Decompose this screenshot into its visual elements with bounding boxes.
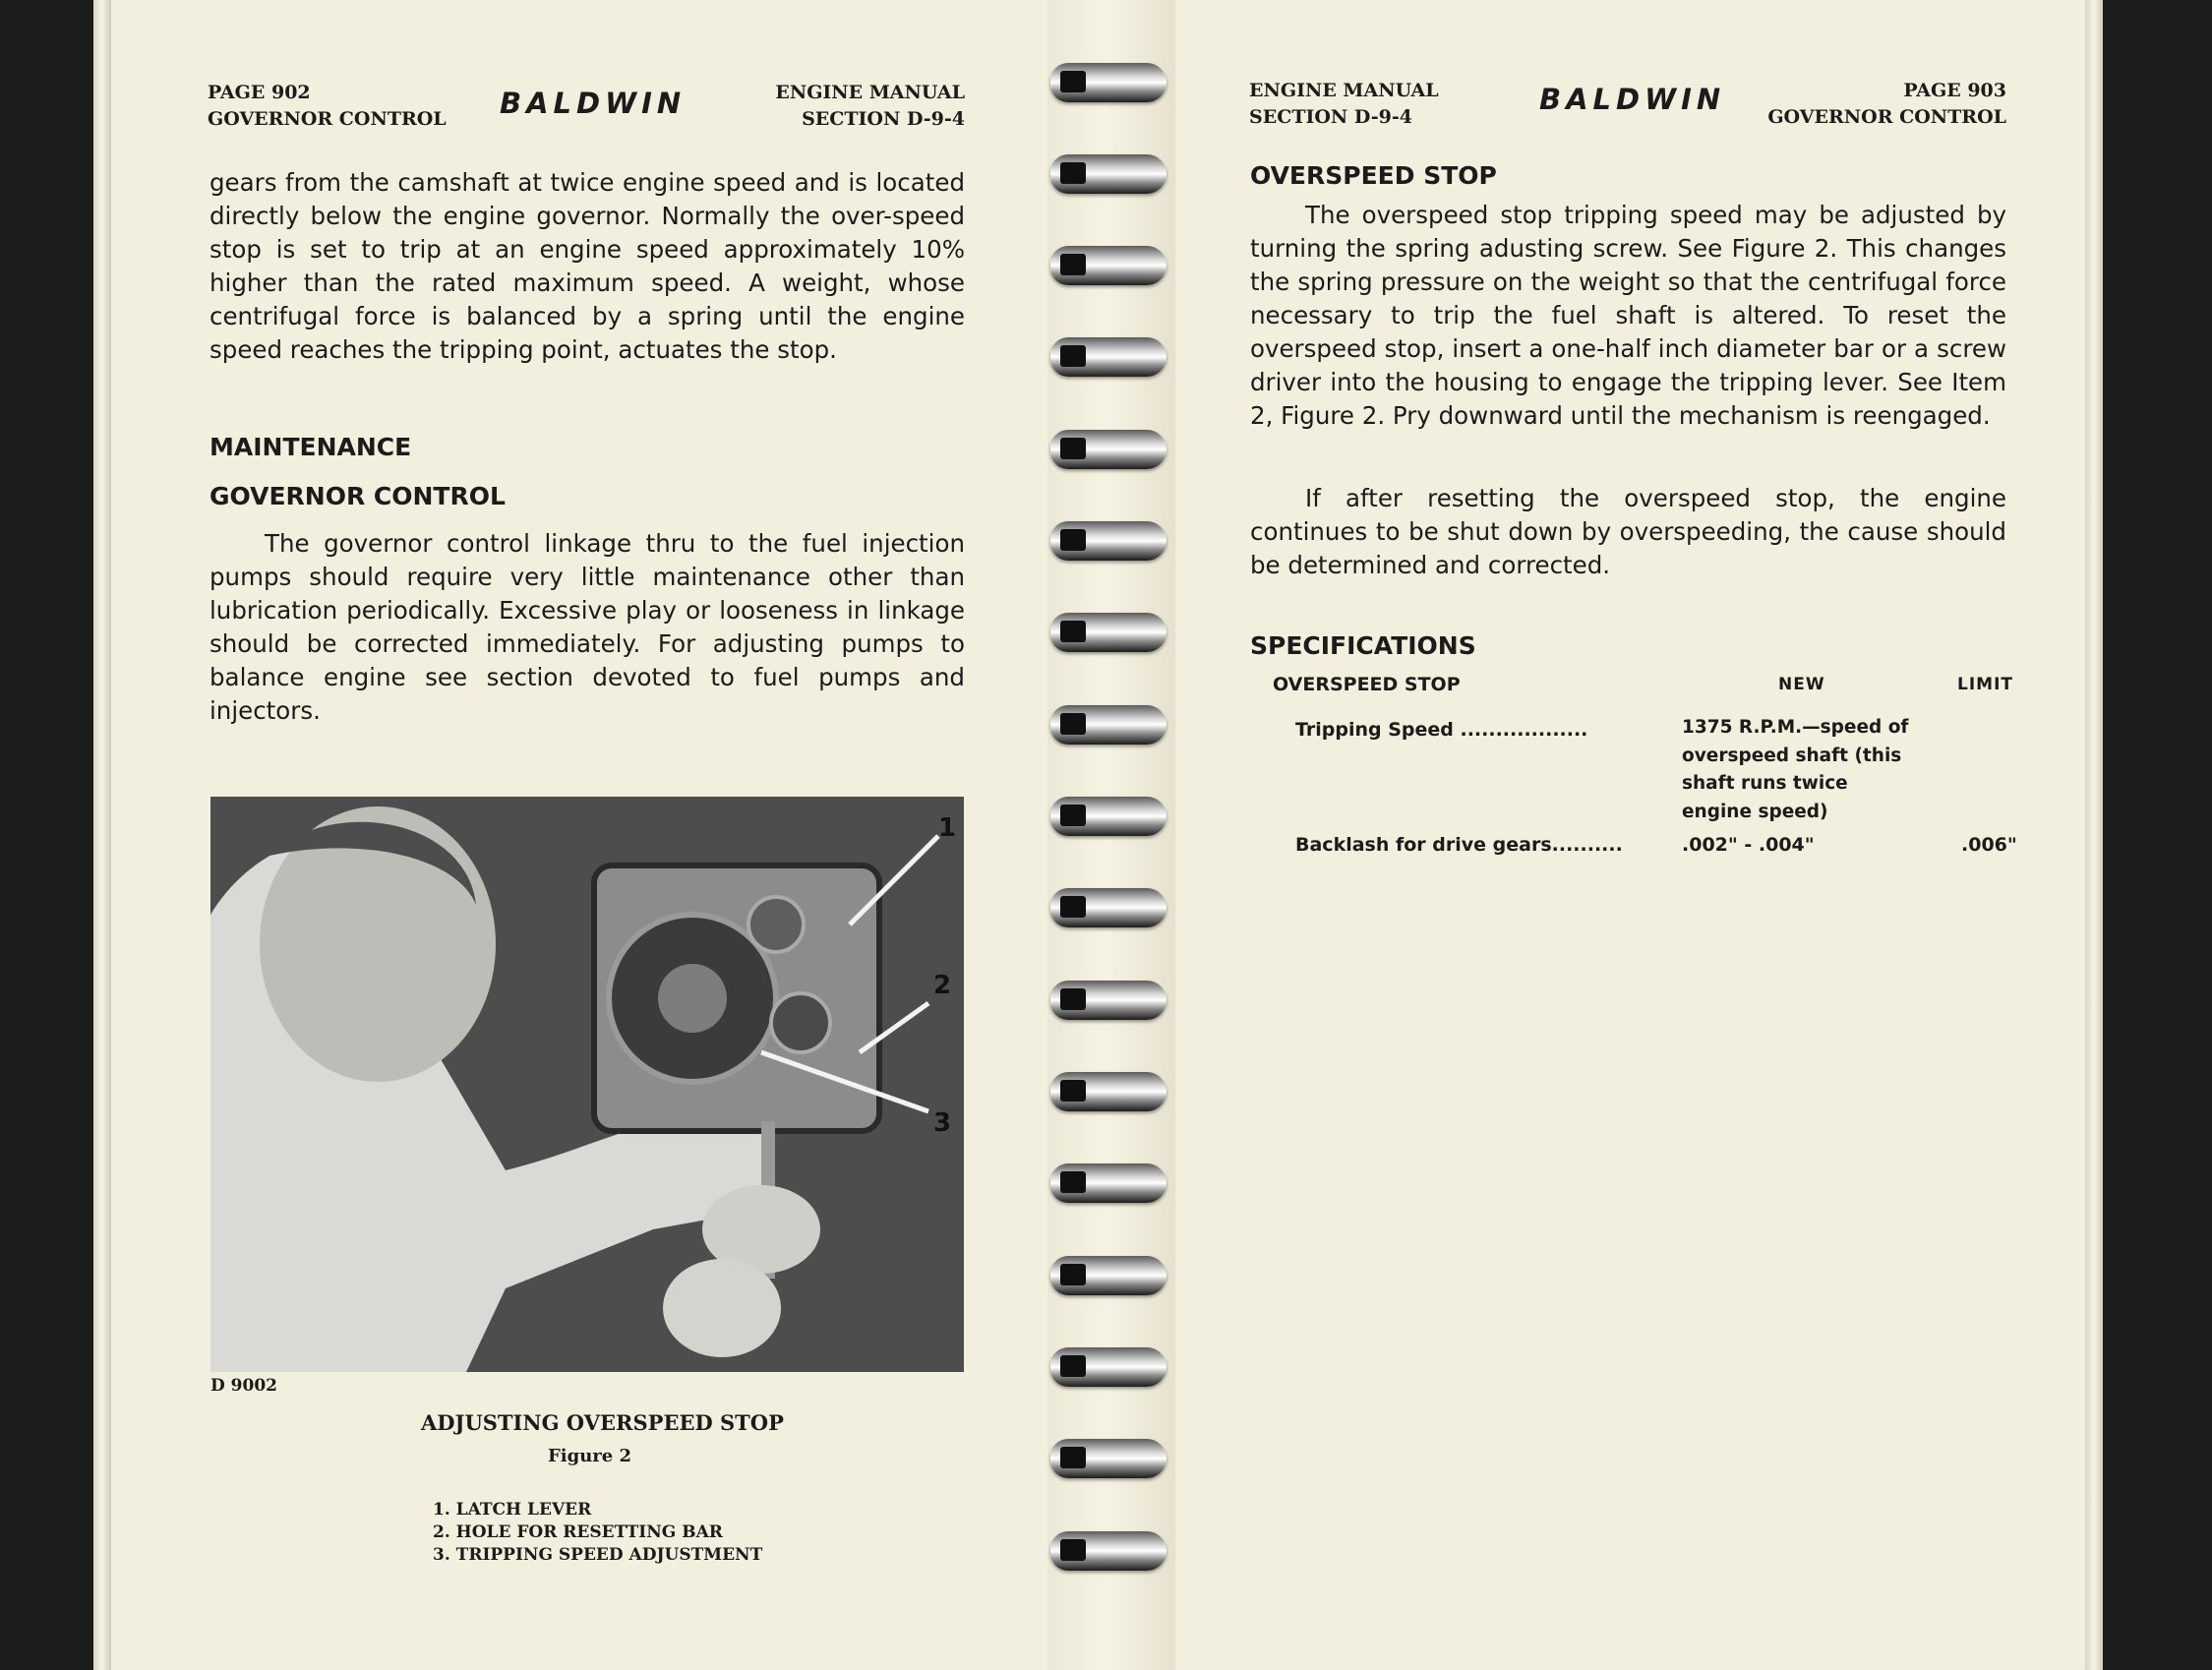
spec-col-limit: LIMIT — [1957, 675, 2013, 694]
figure-number: Figure 2 — [548, 1446, 632, 1466]
specifications-heading: SPECIFICATIONS — [1250, 631, 1476, 660]
legend-item: 3. TRIPPING SPEED ADJUSTMENT — [433, 1545, 763, 1565]
right-section-number: SECTION D-9-4 — [1249, 106, 1412, 128]
binding-coil — [1050, 1439, 1166, 1478]
left-section-title: GOVERNOR CONTROL — [208, 108, 447, 130]
spec-row-label: Backlash for drive gears.......... — [1295, 834, 1623, 856]
callout-1: 1 — [938, 813, 957, 843]
binding-coil — [1050, 1347, 1166, 1387]
binding-coil — [1050, 1072, 1166, 1111]
right-page-edge — [2085, 0, 2103, 1670]
binding-coil — [1050, 1163, 1166, 1203]
legend-item: 2. HOLE FOR RESETTING BAR — [433, 1522, 723, 1542]
left-page-number: PAGE 902 — [208, 82, 311, 103]
binding-coil — [1050, 1531, 1166, 1571]
right-brand: BALDWIN — [1539, 83, 1726, 116]
binding-coil — [1050, 337, 1166, 377]
spec-row-label: Tripping Speed .................. — [1295, 719, 1588, 741]
figure-title: ADJUSTING OVERSPEED STOP — [421, 1410, 784, 1435]
maintenance-heading: MAINTENANCE — [209, 433, 412, 461]
left-manual-title: ENGINE MANUAL — [775, 82, 965, 103]
spec-row-new: 1375 R.P.M.—speed of overspeed shaft (this shaft runs twice engine speed) — [1682, 717, 1909, 822]
binding-coil — [1050, 797, 1166, 836]
binding-coil — [1050, 521, 1166, 561]
binding-coil — [1050, 430, 1166, 469]
left-page-edge — [93, 0, 111, 1670]
binding-coil — [1050, 1256, 1166, 1295]
spec-col-new: NEW — [1778, 675, 1825, 694]
binding-coil — [1050, 246, 1166, 285]
right-section-title: GOVERNOR CONTROL — [1767, 106, 2006, 128]
engine-photo-illustration — [210, 797, 964, 1372]
reset-paragraph: If after resetting the overspeed stop, the engine continues to be shut down by overspeeding, the cause should be determined and corrected. — [1250, 484, 2006, 579]
callout-3: 3 — [933, 1108, 952, 1138]
binding-coil — [1050, 705, 1166, 745]
legend-item: 1. LATCH LEVER — [433, 1500, 592, 1520]
right-manual-title: ENGINE MANUAL — [1249, 80, 1439, 101]
governor-paragraph: The governor control linkage thru to the fuel injection pumps should require very little maintenance other than lubrication periodically. Excessive play or looseness in linkage should be corrected immediately. For adjusting pumps to balance engine see section devoted to fuel pumps and injectors. — [209, 529, 965, 725]
photo-id: D 9002 — [210, 1376, 277, 1396]
figure-legend — [433, 1499, 762, 1567]
figure-photo — [210, 797, 964, 1372]
binding-coil — [1050, 613, 1166, 652]
callout-2: 2 — [933, 971, 952, 1000]
overspeed-stop-heading: OVERSPEED STOP — [1250, 161, 1497, 190]
spec-row-new: .002" - .004" — [1682, 834, 1815, 856]
binding-coil — [1050, 154, 1166, 194]
intro-paragraph: gears from the camshaft at twice engine speed and is located directly below the engine governor. Normally the over-speed stop is set to trip at an engine speed approximately 10% higher than the rated maximum speed. A weight, whose centrifugal force is balanced by a spring until the engine speed reaches the tripping point, actuates the stop. — [209, 168, 965, 364]
overspeed-paragraph: The overspeed stop tripping speed may be adjusted by turning the spring adusting screw. See Figure 2. This changes the spring pressure on the weight so that the centrifugal force necessary to trip the fuel shaft is altered. To reset the overspeed stop, insert a one-half inch diameter bar or a screw driver into the housing to engage the tripping lever. See Item 2, Figure 2. Pry downward until the mechanism is reengaged. — [1250, 201, 2006, 430]
binding-coil — [1050, 63, 1166, 102]
governor-control-heading: GOVERNOR CONTROL — [209, 482, 506, 510]
spec-row-limit: .006" — [1961, 834, 2017, 856]
left-section-number: SECTION D-9-4 — [802, 108, 965, 130]
left-brand: BALDWIN — [500, 87, 687, 120]
right-page-number: PAGE 903 — [1903, 80, 2006, 101]
spec-subheading: OVERSPEED STOP — [1273, 674, 1461, 695]
binding-coil — [1050, 981, 1166, 1020]
binding-coil — [1050, 888, 1166, 927]
